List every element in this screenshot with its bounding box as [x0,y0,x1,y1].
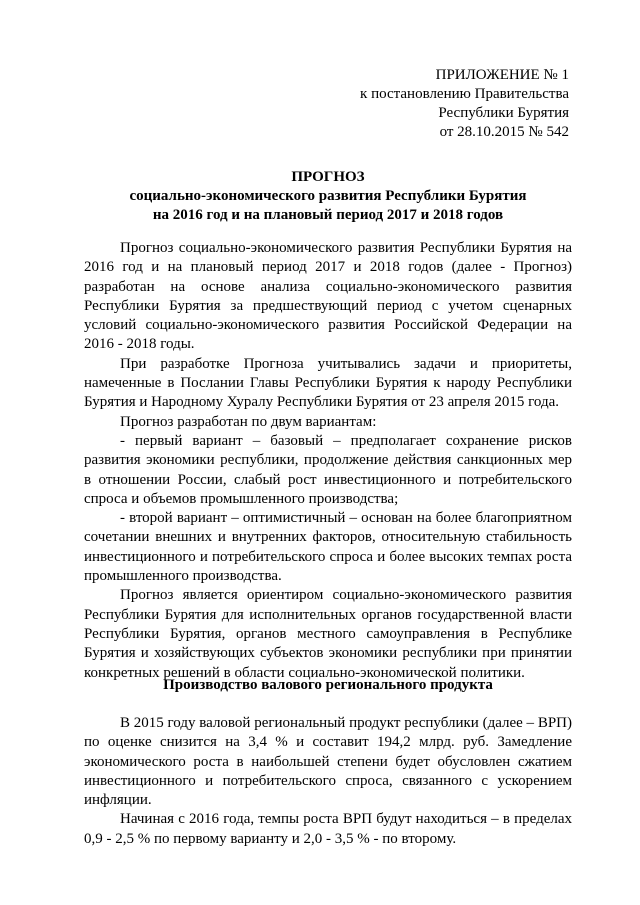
document-title [84,168,572,225]
intro-body [84,239,572,683]
appendix-line-2: к постановлению Правительства [360,86,569,102]
title-line-3: на 2016 год и на плановый период 2017 и 2018 годов [152,207,504,223]
appendix-line-3: Республики Бурятия [438,105,569,121]
intro-paragraph: Прогноз разработан по двум вариантам: [120,413,377,430]
appendix-line-4: от 28.10.2015 № 542 [439,124,569,140]
title-line-1: ПРОГНОЗ [291,169,365,185]
intro-paragraph: При разработке Прогноза учитывались задачи и приоритеты, намеченные в Послании Главы Республики Бурятия к народу Республики Бурятия и Народному Хуралу Республики Бурятия от 23 апреля 2015 года. [84,355,572,411]
section-heading: Производство валового регионального продукта [163,677,493,693]
section-body [84,714,572,849]
intro-paragraph: - второй вариант – оптимистичный – основан на более благоприятном сочетании внешних и внутренних факторов, относительную стабильность инвестиционного и потребительского спроса и более высоких темпах роста промышленного производства. [84,510,572,585]
intro-paragraph: Прогноз является ориентиром социально-экономического развития Республики Бурятия для исполнительных органов государственной власти Республики Бурятия, органов местного самоуправления в Республике Бурятия и хозяйствующих субъектов экономики республики при принятии конкретных решений в области социально-экономической политики. [84,587,572,681]
intro-paragraph: Прогноз социально-экономического развития Республики Бурятия на 2016 год и на плановый период 2017 и 2018 годов (далее - Прогноз) разработан на основе анализа социально-экономического развития Республики Бурятия за предшествующий период с учетом сценарных условий социально-экономического развития Российской Федерации на 2016 - 2018 годы. [84,240,572,353]
section-paragraph: В 2015 году валовой региональный продукт республики (далее – ВРП) по оценке снизится на 3,4 % и составит 194,2 млрд. руб. Замедление экономического роста в наибольшей степени будет обусловлен сжатием инвестиционного и потребительского спроса, связанного с ускорением инфляции. [84,715,572,809]
appendix-line-1: ПРИЛОЖЕНИЕ № 1 [435,67,569,83]
title-line-2: социально-экономического развития Республики Бурятия [129,188,527,204]
appendix-header [360,66,569,142]
intro-paragraph: - первый вариант – базовый – предполагает сохранение рисков развития экономики республики, продолжение действия санкционных мер в отношении России, слабый рост инвестиционного и потребительского спроса и объемов промышленного производства; [84,432,572,507]
section-paragraph: Начиная с 2016 года, темпы роста ВРП будут находиться – в пределах 0,9 - 2,5 % по первому варианту и 2,0 - 3,5 % - по второму. [84,811,572,847]
